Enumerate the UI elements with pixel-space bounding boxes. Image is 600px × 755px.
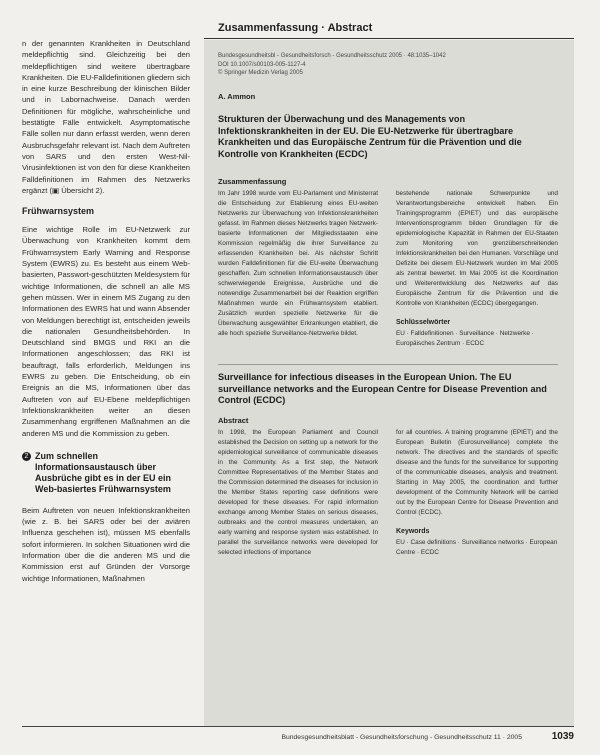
citation-meta bbox=[218, 52, 468, 78]
german-title: Strukturen der Überwachung und des Managements von Infektionskrankheiten in der EU. Die EU-Netzwerke für übertragbare Krankheiten und das Europäische Zentrum für die Prävention und die Kontrolle von Krankheiten (ECDC) bbox=[218, 114, 522, 159]
key-statement bbox=[22, 451, 190, 495]
english-abstract-column-2 bbox=[396, 428, 558, 558]
figure-icon: ▣ bbox=[51, 185, 62, 195]
journal-name: Bundesgesundheitsblatt - Gesundheitsforschung - Gesundheitsschutz 11 · 2005 bbox=[281, 734, 522, 741]
abstract-panel bbox=[204, 40, 574, 726]
german-keywords: EU · Falldefinitionen · Surveillance · Netzwerke · Europäisches Zentrum · ECDC bbox=[396, 330, 534, 347]
abstract-text: In 1998, the European Parliament and Council established the Decision on setting up a network for the epidemiological surveillance of communicable diseases in the Community. As a first step, the Network Committee Representatives of the Member States and the Commission determined the diseases for inclusion in the Member States reporting case definitions were developed for these diseases. For rapid information exchange among Member States on serious diseases, outbreaks and the control measures undertaken, an early warning and response system was established. In parallel the surveillance networks were developed for selected infections of importance bbox=[218, 429, 378, 556]
section-header bbox=[204, 22, 574, 39]
section-heading: Frühwarnsystem bbox=[22, 206, 95, 217]
body-paragraph bbox=[22, 38, 190, 196]
english-keywords: EU · Case definitions · Surveillance networks · European Centre · ECDC bbox=[396, 539, 558, 556]
german-abstract-label: Zusammenfassung bbox=[218, 177, 287, 186]
doi-line: DOI 10.1007/s00103-005-1127-4 bbox=[218, 61, 306, 68]
paragraph-text-end: ). bbox=[99, 185, 105, 195]
section-title: Zusammenfassung · Abstract bbox=[218, 22, 373, 34]
body-paragraph: Eine wichtige Rolle im EU-Netzwerk zur Überwachung von Krankheiten kommt dem Frühwarnsystem Early Warning and Response System (EWRS) zu. Es besteht aus einem Web-basierten, Passwort-geschützten Meldesystem für wichtige Informationen, die schnell an alle MS gehen müssen. Wer in einem MS Zugang zu den Informationen des EWRS hat und wann Absender von Meldungen berechtigt ist, entscheiden jeweils die nationalen Gesundheitsbehörden. In Deutschland sind BMGS und RKI an die Informationen angeschlossen; das RKI ist beauftragt, falls erforderlich, Meldungen ins EWRS zu geben. Die Entscheidung, ob ein Ereignis an die MS, Informationen über das Auftreten von auf EU-Ebene meldepflichtigen Infektionskrankheiten weiter an diesen Zusammenhang ergriffenen Maßnahmen an die anderen MS und die Kommission zu geben. bbox=[22, 225, 190, 438]
body-paragraph: Beim Auftreten von neuen Infektionskrankheiten (wie z. B. bei SARS oder bei der aviären Influenza geschehen ist), müssen MS ebenfalls sofort informieren. In solchen Situationen wird die Information über die die anderen MS und die Kommission erst auf Gründen der Vorsorge wichtige Informationen, Maßnahmen bbox=[22, 505, 190, 583]
citation-line: Bundesgesundheitsbl - Gesundheitsforsch - Gesundheitsschutz 2005 · 48:1035–1042 bbox=[218, 53, 446, 59]
bullet-number-icon: 2 bbox=[22, 452, 31, 461]
copyright-line: © Springer Medizin Verlag 2005 bbox=[218, 70, 303, 76]
overview-reference: Übersicht 2 bbox=[61, 185, 100, 195]
english-title: Surveillance for infectious diseases in the European Union. The EU surveillance networks and the European Centre for Disease Prevention and Control (ECDC) bbox=[218, 372, 547, 405]
page-number: 1039 bbox=[551, 731, 574, 742]
language-divider bbox=[218, 364, 558, 365]
key-statement-text: Zum schnellen Informationsaustausch über Ausbrüche gibt es in der EU ein Web-basiertes Frühwarnsystem bbox=[35, 450, 172, 494]
author-name: A. Ammon bbox=[218, 92, 256, 101]
left-text-column bbox=[22, 38, 190, 588]
abstract-text: bestehende nationale Schwerpunkte und Verantwortungsbereiche entwickelt haben. Ein Trainingsprogramm (EPIET) und das europäische Interventionsprogramm bilden Grundlagen für die epidemiologische Kapazität in Rahmen der EU-Staaten zum Monitoring von grenzüberschreitenden Infektionskrankheiten bei den Humanen. Vorschläge und Defizite bei diesem EU-Netzwerk wurden im Mai 2005 als zentral bewertet. Im Mai 2005 ist die Koordination und Weiterentwicklung des Netzwerks auf das Europäische Zentrum für die Prävention und die Kontrolle von Krankheiten (ECDC) übergegangen. bbox=[396, 190, 558, 307]
paragraph-text: n der genannten Krankheiten in Deutschland meldepflichtig sind. Gleichzeitig bei den meldepflichtigen sind weitere übertragbare Krankheiten. Die EU-Falldefinitionen gliedern sich in eine kurze Beschreibung der klinischen Bilder und in Labornachweise. Danach werden Definitionen für mögliche, wahrscheinliche und bestätigte Fälle entwickelt. Asymptomatische Fälle sollen nur dann erfasst werden, wenn deren Ausbruchsgefahr relevant ist. Nach dem Auftreten von SARS und den ersten West-Nil-Virusinfektionen ist von den für diese Krankheiten Falldefinitionen im Rahmen des Netzwerks ergänzt ( bbox=[22, 39, 190, 195]
english-abstract-label: Abstract bbox=[218, 416, 249, 425]
page-footer bbox=[0, 726, 600, 755]
english-abstract-column-1 bbox=[218, 428, 378, 558]
english-keywords-label: Keywords bbox=[396, 528, 430, 535]
footer-rule bbox=[22, 726, 574, 727]
german-abstract-column-2 bbox=[396, 189, 558, 349]
german-keywords-label: Schlüsselwörter bbox=[396, 319, 451, 326]
abstract-text: Im Jahr 1998 wurde vom EU-Parlament und Ministerrat die Entscheidung zur Etablierung eines EU-weiten Netzwerks zur Überwachung von Infektionskrankheiten gefasst. Im Rahmen dieses Netzwerks tragen Netzwerk-basierte Informationen der Mitgliedsstaaten eine Kommission regelmäßig die ihrer Surveillance zu erfassenden Krankheiten bei. Als nächster Schritt wurden Falldefinitionen für die EU-weite Überwachung geschaffen. Zum schnellen Informationsaustausch über schwerwiegende Ereignisse, Ausbrüche und die notwendige Zusammenarbeit bei der Reaktion ergriffen Maßnahmen wurde ein Frühwarnsystem etabliert. Zusätzlich wurden spezielle Netzwerke für die Überwachung ausgewählter Erkrankungen etabliert, die alle hoch spezielle Surveillance-Netzwerke bildet. bbox=[218, 190, 378, 337]
abstract-text: for all countries. A training programme (EPIET) and the European Bulletin (Eurosurveillance) complete the network. The directives and the standards of specific disease and the funds for the surveillance for supporting of the communicable diseases, analysis and treatment. Starting in May 2005, the coordination and further development of the Community Network will be carried out by the European Centre for Disease Prevention and Control (ECDC). bbox=[396, 429, 558, 516]
german-abstract-column-1 bbox=[218, 189, 378, 339]
